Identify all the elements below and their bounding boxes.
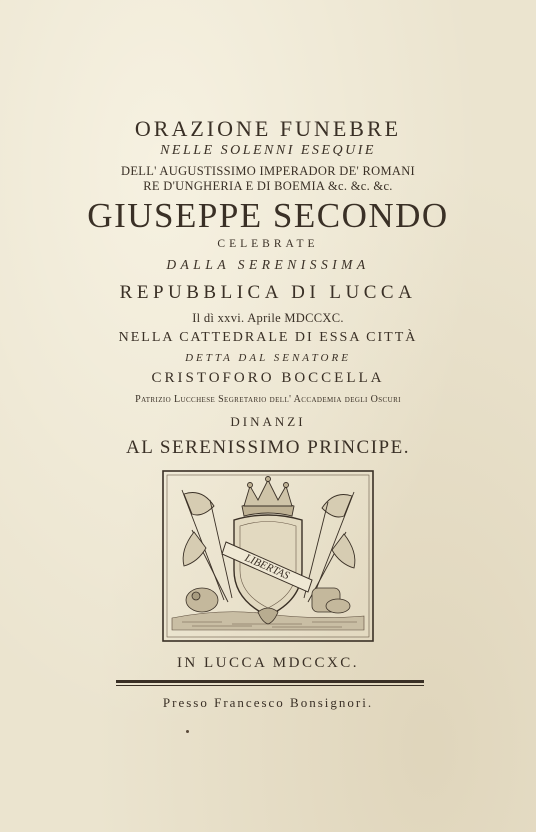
cattedrale-line: NELLA CATTEDRALE DI ESSA CITTÀ [118, 330, 418, 345]
celebrate-line: CELEBRATE [217, 238, 319, 250]
imprint-rule-thick [116, 680, 424, 683]
date-line: Il dì xxvi. Aprile MDCCXC. [192, 311, 344, 325]
principe-line: AL SERENISSIMO PRINCIPE. [126, 437, 410, 458]
repubblica-line: REPUBBLICA DI LUCCA [119, 282, 417, 303]
emperor-name: GIUSEPPE SECONDO [87, 196, 449, 235]
subtitle-imperador: DELL' AUGUSTISSIMO IMPERADOR DE' ROMANI [121, 164, 415, 178]
ink-speck [186, 730, 189, 733]
dinanzi-line: DINANZI [230, 414, 306, 429]
imprint-printer: Presso Francesco Bonsignori. [162, 695, 374, 710]
libertas-motto: LIBERTAS [242, 551, 292, 583]
dalla-serenissima-line: DALLA SERENISSIMA [166, 257, 370, 272]
subtitle-re-ungheria: RE D'UNGHERIA E DI BOEMIA &c. &c. &c. [143, 179, 393, 193]
imprint-place-date: IN LUCCA MDCCXC. [176, 655, 360, 671]
author-title: Patrizio Lucchese Segretario dell' Accademia degli Oscuri [135, 394, 401, 405]
imprint-rule-thin [116, 685, 424, 686]
coat-of-arms-vignette [162, 470, 374, 642]
title-orazione-funebre: ORAZIONE FUNEBRE [134, 116, 402, 141]
detta-line: DETTA DAL SENATORE [185, 352, 351, 364]
subtitle-solenni-esequie: NELLE SOLENNI ESEQUIE [160, 143, 376, 158]
author-name: CRISTOFORO BOCCELLA [151, 370, 385, 386]
